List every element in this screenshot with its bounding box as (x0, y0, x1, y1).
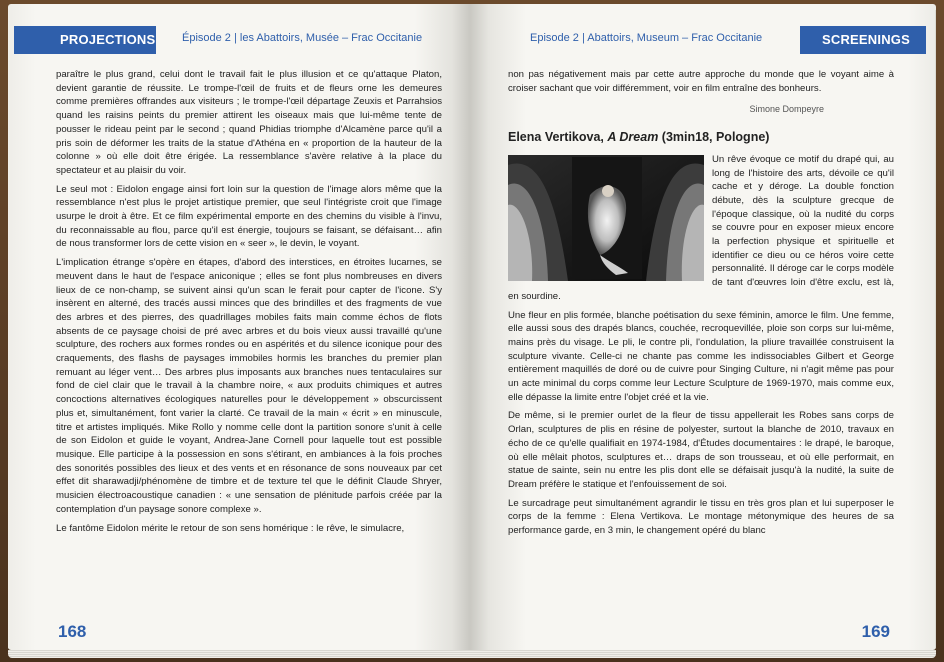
film-still-graphic (508, 155, 704, 281)
film-still-image (508, 155, 704, 281)
right-page-number: 169 (861, 622, 890, 641)
right-intro-paragraph: non pas négativement mais par cette autre approche du monde que le voyant aime à croiser sachant que voir différemment, voir en film entraîne des bonheurs. (508, 69, 894, 94)
film-meta: (3min18, Pologne) (658, 130, 770, 145)
left-paragraph-4: Le fantôme Eidolon mérite le retour de son sens homérique : le rêve, le simulacre, (56, 522, 405, 534)
film-title: A Dream (607, 130, 659, 145)
right-paragraph-2: De même, si le premier ourlet de la fleur de tissu appellerait les Robes sans corps de Orlan, sculptures de plis en résine de polyester, surtout la blanche de 2010, travaux en écho de ce qu'elle qualifiait en 1974-1984, d'Études documentaires : le drapé, le baroque, où elle mêlait photos, sculptures et… draps de son trousseau, et où elle performait, en statue de sainte, sein nu entre les plis dont elle se défaisait jusqu'à la nudité, la suite de Dream préfère le statique et l'enfouissement de soi. (508, 410, 894, 490)
right-page-edge (935, 10, 936, 650)
open-book (8, 4, 936, 658)
right-running-head: Episode 2 | Abattoirs, Museum – Frac Occitanie (530, 32, 763, 44)
right-paragraph-3: Le surcadrage peut simultanément agrandir le tissu en très gros plan et lui superposer le corps de la femme : Elena Vertikova. Le montage métonymique des heures de sa performance garde, en 3 min, le changement opéré du blanc (508, 497, 894, 537)
figure-paragraph: Un rêve évoque ce motif du drapé qui, au long de l'histoire des arts, dévoile ce qu'il cache et y déroge. La double fonction débute, dès la sculpture grecque de l'époque classique, où la nudité du corps se couvre pour en exposer mieux encore la perfection physique et spirituelle et identifier ce dieu ou ce héros voire cette personnalité. Il déroge car le corps modèle de tant d'œuvres loin d'être exclu, est là, en sourdine. (508, 153, 894, 302)
left-running-head: Épisode 2 | les Abattoirs, Musée – Frac Occitanie (182, 32, 423, 44)
section-tab-projections: PROJECTIONS (14, 26, 156, 54)
left-paragraph-3: L'implication étrange s'opère en étapes, d'abord des interstices, en étroites lucarnes, se meuvent dans le haut de l'espace aniconique ; elles se font plus nombreuses en divers lieux de ce non-champ, se suivent ainsi qu'un scan le ferait pour capter de l'icone. S'y insèrent en alterné, des tracés aussi minces que des brindilles et des fragments de vue des arbres et des pierres, des quadrillages mobiles faits main comme échos de flots absents de ce paysage choisi de pré avec arbres et du bois vieux aussi travaillé qu'une sculpture, des rochers aux formes rondes ou en aspérités et du silence iconique pour des craquements, des flashs de paysages immobiles hormis les branches du premier plan remuant au léger vent… Des arbres plus imposants aux branches nues tentaculaires sur fond de ciel clair que le travail à la chambre noire, « aux produits chimiques et autres concoctions alternatives écologiques naturelles pour le développement » obscurcissent plus et, simultanément, font varier la clarté. Ce travail de la main « écrit » en minuscule, titre et artistes impliqués. Mike Rollo y nomme celle dont la partition sonore s'unit à celle de son Eidolon et guide le voyant, Andrea-Jane Cornell pour laquelle tout est possible musique. Elle participe à la possession en sons s'étirant, en ambiances à la fois proches des sonorités possibles des lieux et des vents et en résonance de sons nouveaux par cet effet dit sharawadji/phénomène de timbre et de texture tel que le définit Claude Shryer, musicien électroacoustique canadien : « une sensation de plénitude parfois créée par la contemplation d'un paysage sonore complexe ». (56, 257, 442, 515)
right-page (470, 4, 936, 650)
film-heading (508, 131, 894, 145)
book-bottom-edge (8, 650, 936, 658)
left-body-text (56, 68, 442, 540)
left-page-edge (8, 10, 9, 650)
left-paragraph-1: paraître le plus grand, celui dont le travail fait le plus illusion et ce qu'attaque Platon, devient garantie de réussite. Le trompe-l'œil de fruits et de fleurs orne les demeures comme premières offrandes aux visiteurs ; le trompe-l'œil départage Zeuxis et Parrahsios quand les raisins peints du premier attirent les oiseaux mais que lui-même tente de pousser le rideau peint par le second ; quand Phidias triomphe d'Alcamène parce qu'il a pris soin de déformer les traits de la statue d'Athéna en « proportion de la hauteur de la colonne » où elle doit être érigée. La ressemblance s'avère relative à la place du spectateur et au plaisir du voir. (56, 69, 442, 176)
right-paragraph-1: Une fleur en plis formée, blanche poétisation du sexe féminin, amorce le film. Une femme, elle aussi sous des drapés blancs, couchée, recroquevillée, ploie son corps sur lui-même, mains près du visage. Le pli, le contre pli, l'ondulation, la pliure travaillée construisent la sculpture vivante. Celle-ci ne chante pas comme les indissociables Gilbert et George entièrement maquillés de doré ou de cuivre pour Singing Culture, ni n'agit même pas pour un acte minimal du corps comme leur Lecture Sculpture de 1969-1970, mais comme eux, elle dépasse la limite entre l'objet créé et la vie. (508, 309, 894, 403)
left-paragraph-2: Le seul mot : Eidolon engage ainsi fort loin sur la question de l'image alors même que la ressemblance n'est plus le projet artistique premier, que seul l'intégriste croit que l'image usurpe le droit à être. Et ce film expérimental emporte en des chemins du visible à l'invu, du reconnaissable au flou, parce qu'il est énergie, toujours se faisant, se défaisant… afin de nous transformer lors de cette vision en « seer », le devin, le voyant. (56, 183, 442, 250)
film-artist-name: Elena Vertikova, (508, 130, 608, 145)
right-body-text (508, 68, 894, 543)
left-page-number: 168 (58, 622, 87, 641)
left-page (8, 4, 470, 650)
author-signature: Simone Dompeyre (749, 104, 824, 115)
section-tab-screenings: SCREENINGS (800, 26, 926, 54)
